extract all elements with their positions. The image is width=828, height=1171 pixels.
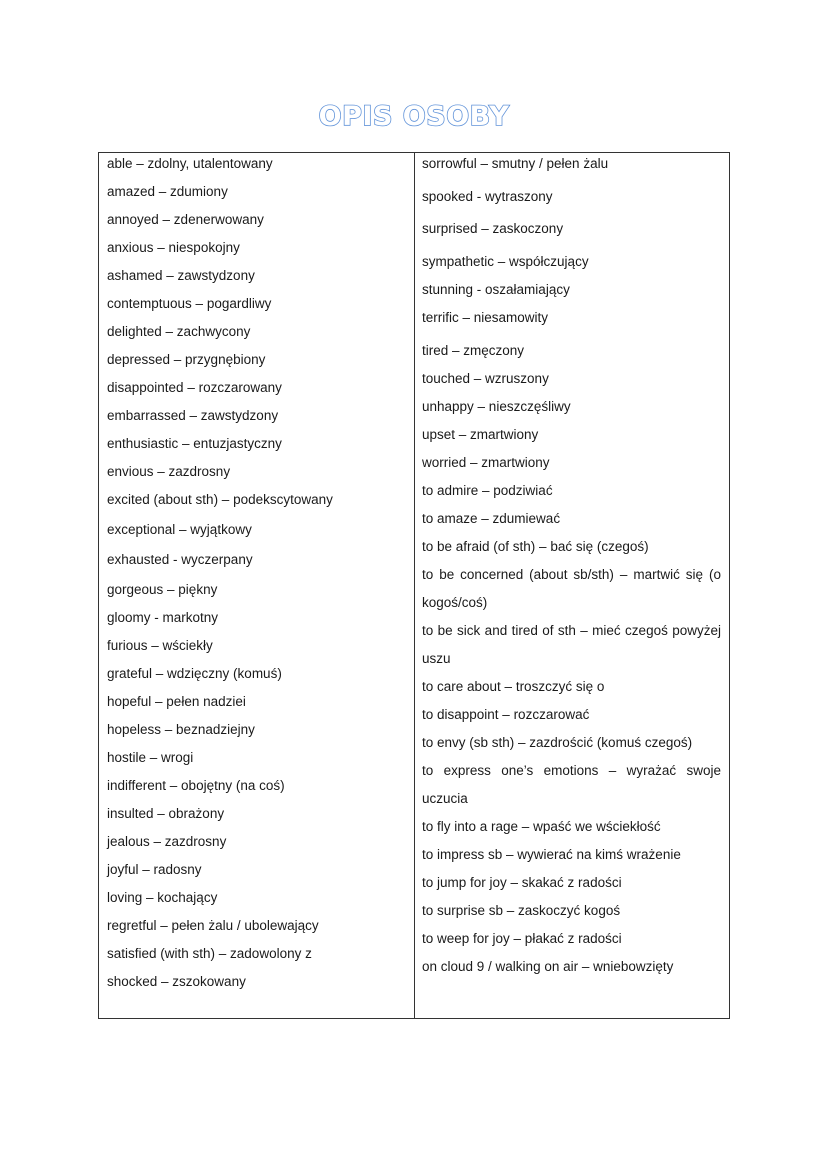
vocab-entry: shocked – zszokowany — [107, 974, 246, 989]
vocab-entry: touched – wzruszony — [422, 371, 549, 386]
vocab-entry: to fly into a rage – wpaść we wściekłość — [422, 819, 661, 834]
left-column — [99, 153, 415, 1018]
vocab-entry: grateful – wdzięczny (komuś) — [107, 666, 282, 681]
vocab-entry: to admire – podziwiać — [422, 483, 553, 498]
vocab-entry: contemptuous – pogardliwy — [107, 296, 272, 311]
vocab-entry: worried – zmartwiony — [422, 455, 550, 470]
vocab-entry: to weep for joy – płakać z radości — [422, 931, 622, 946]
vocab-entry: loving – kochający — [107, 890, 218, 905]
vocab-entry: envious – zazdrosny — [107, 464, 231, 479]
vocab-entry: to envy (sb sth) – zazdrościć (komuś czegoś) — [422, 735, 693, 750]
right-column — [415, 153, 729, 1018]
vocab-entry: tired – zmęczony — [422, 343, 525, 358]
vocab-entry: upset – zmartwiony — [422, 427, 539, 442]
vocab-entry: annoyed – zdenerwowany — [107, 212, 264, 227]
vocab-entry: to impress sb – wywierać na kimś wrażenie — [422, 847, 681, 862]
vocab-entry: jealous – zazdrosny — [107, 834, 227, 849]
vocab-entry: gorgeous – piękny — [107, 582, 218, 597]
vocab-entry-continuation: uczucia — [422, 791, 468, 806]
vocab-entry: excited (about sth) – podekscytowany — [107, 492, 333, 507]
vocab-entry: to be sick and tired of sth – mieć czegoś powyżej — [422, 623, 721, 638]
vocab-entry: to disappoint – rozczarować — [422, 707, 590, 722]
vocab-entry: indifferent – obojętny (na coś) — [107, 778, 285, 793]
vocab-entry: delighted – zachwycony — [107, 324, 251, 339]
vocab-entry: exhausted - wyczerpany — [107, 552, 253, 567]
vocab-entry: to amaze – zdumiewać — [422, 511, 561, 526]
vocab-entry: satisfied (with sth) – zadowolony z — [107, 946, 312, 961]
vocab-entry: regretful – pełen żalu / ubolewający — [107, 918, 319, 933]
vocab-entry: unhappy – nieszczęśliwy — [422, 399, 571, 414]
vocab-entry: embarrassed – zawstydzony — [107, 408, 279, 423]
vocab-entry: exceptional – wyjątkowy — [107, 522, 252, 537]
vocab-entry: hopeless – beznadziejny — [107, 722, 255, 737]
page-title: OPIS OSOBY — [318, 101, 510, 132]
vocab-entry: to surprise sb – zaskoczyć kogoś — [422, 903, 621, 918]
vocabulary-table — [98, 152, 730, 1019]
vocab-entry: able – zdolny, utalentowany — [107, 156, 273, 171]
vocab-entry: insulted – obrażony — [107, 806, 225, 821]
vocab-entry: sorrowful – smutny / pełen żalu — [422, 156, 609, 171]
vocab-entry: sympathetic – współczujący — [422, 254, 589, 269]
vocab-entry-continuation: uszu — [422, 651, 451, 666]
vocab-entry: to care about – troszczyć się o — [422, 679, 605, 694]
vocab-entry: ashamed – zawstydzony — [107, 268, 255, 283]
vocab-entry: depressed – przygnębiony — [107, 352, 266, 367]
vocab-entry: stunning - oszałamiający — [422, 282, 570, 297]
vocab-entry: terrific – niesamowity — [422, 310, 549, 325]
vocab-entry: on cloud 9 / walking on air – wniebowzięty — [422, 959, 674, 974]
vocab-entry: disappointed – rozczarowany — [107, 380, 282, 395]
vocab-entry-continuation: kogoś/coś) — [422, 595, 488, 610]
vocab-entry: surprised – zaskoczony — [422, 221, 564, 236]
vocab-entry: hopeful – pełen nadziei — [107, 694, 246, 709]
vocab-entry: gloomy - markotny — [107, 610, 219, 625]
vocab-entry: hostile – wrogi — [107, 750, 194, 765]
vocab-entry: joyful – radosny — [107, 862, 202, 877]
vocab-entry: to jump for joy – skakać z radości — [422, 875, 622, 890]
vocab-entry: amazed – zdumiony — [107, 184, 228, 199]
vocab-entry: furious – wściekły — [107, 638, 213, 653]
vocab-entry: to be afraid (of sth) – bać się (czegoś) — [422, 539, 649, 554]
vocab-entry: to be concerned (about sb/sth) – martwić się (o — [422, 567, 721, 582]
vocab-entry: to express one’s emotions – wyrażać swoje — [422, 763, 721, 778]
vocab-entry: anxious – niespokojny — [107, 240, 240, 255]
vocab-entry: spooked - wytraszony — [422, 189, 553, 204]
vocab-entry: enthusiastic – entuzjastyczny — [107, 436, 282, 451]
